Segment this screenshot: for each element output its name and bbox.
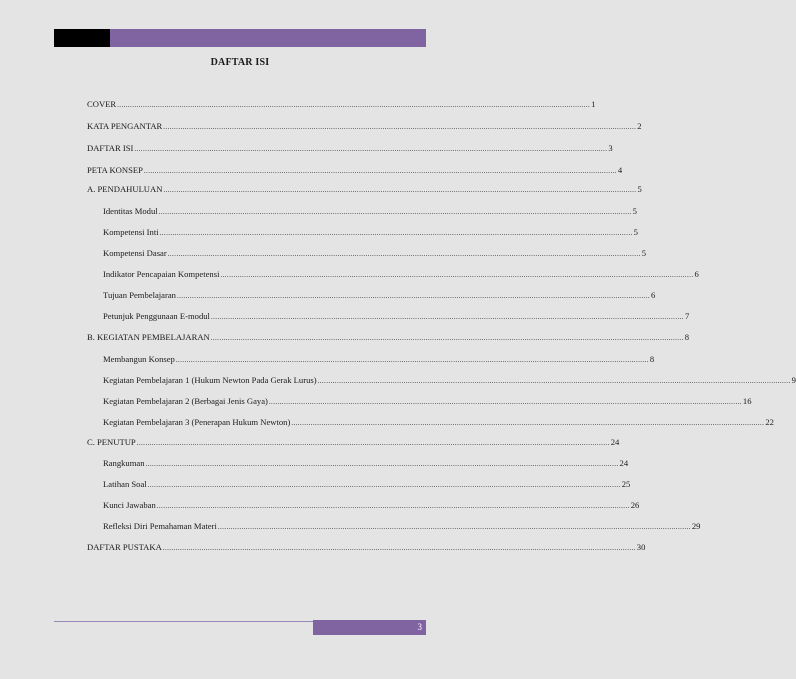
toc-entry-daftar-isi[interactable] bbox=[87, 142, 613, 154]
dot-leader: ............................................................................................................................................................................................................................ bbox=[136, 439, 610, 447]
toc-entry-kegiatan-3[interactable] bbox=[103, 416, 774, 428]
toc-entry-kompetensi-inti[interactable] bbox=[103, 226, 638, 238]
toc-entry-page: 16 bbox=[742, 396, 752, 406]
dot-leader: ............................................................................................................................................................................................................................ bbox=[162, 544, 636, 552]
toc-entry-label: Rangkuman bbox=[103, 458, 145, 468]
toc-entry-page: 24 bbox=[610, 437, 620, 447]
toc-entry-label: Kegiatan Pembelajaran 3 (Penerapan Hukum Newton) bbox=[103, 417, 291, 427]
header-bar bbox=[54, 29, 426, 47]
toc-entry-label: Kunci Jawaban bbox=[103, 500, 156, 510]
toc-entry-kompetensi-dasar[interactable] bbox=[103, 247, 647, 259]
toc-entry-page: 8 bbox=[684, 332, 690, 342]
toc-entry-kunci-jawaban[interactable] bbox=[103, 499, 640, 511]
toc-entry-identitas-modul[interactable] bbox=[103, 205, 637, 217]
toc-entry-label: DAFTAR PUSTAKA bbox=[87, 542, 162, 552]
toc-entry-label: Kompetensi Inti bbox=[103, 227, 159, 237]
dot-leader: ............................................................................................................................................................................................................................ bbox=[145, 460, 619, 468]
toc-entry-indikator[interactable] bbox=[103, 268, 699, 280]
toc-entry-page: 29 bbox=[691, 521, 701, 531]
toc-entry-label: Kegiatan Pembelajaran 2 (Berbagai Jenis Gaya) bbox=[103, 396, 268, 406]
toc-entry-label: KATA PENGANTAR bbox=[87, 121, 163, 131]
dot-leader: ............................................................................................................................................................................................................................ bbox=[159, 229, 633, 237]
dot-leader: ............................................................................................................................................................................................................................ bbox=[163, 123, 637, 131]
toc-entry-kegiatan-1[interactable] bbox=[103, 374, 796, 386]
toc-entry-label: B. KEGIATAN PEMBELAJARAN bbox=[87, 332, 210, 342]
toc-entry-membangun-konsep[interactable] bbox=[103, 353, 655, 365]
dot-leader: ............................................................................................................................................................................................................................ bbox=[210, 334, 684, 342]
toc-entry-page: 5 bbox=[637, 184, 642, 194]
toc-entry-kegiatan-2[interactable] bbox=[103, 395, 752, 407]
toc-entry-label: DAFTAR ISI bbox=[87, 143, 134, 153]
toc-entry-page: 3 bbox=[608, 143, 613, 153]
toc-entry-label: Membangun Konsep bbox=[103, 354, 175, 364]
toc-entry-page: 5 bbox=[641, 248, 647, 258]
toc-entry-daftar-pustaka[interactable] bbox=[87, 541, 646, 553]
toc-entry-refleksi[interactable] bbox=[103, 520, 701, 532]
dot-leader: ............................................................................................................................................................................................................................ bbox=[220, 271, 694, 279]
toc-entry-label: Petunjuk Penggunaan E-modul bbox=[103, 311, 210, 321]
toc-entry-page: 26 bbox=[630, 500, 640, 510]
toc-entry-peta-konsep[interactable] bbox=[87, 164, 623, 176]
toc-entry-kegiatan-pembelajaran[interactable] bbox=[87, 331, 690, 343]
toc-entry-page: 5 bbox=[632, 206, 637, 216]
toc-entry-page: 6 bbox=[650, 290, 656, 300]
header-black-block bbox=[54, 29, 110, 47]
toc-entry-label: Kompetensi Dasar bbox=[103, 248, 167, 258]
toc-entry-rangkuman[interactable] bbox=[103, 457, 629, 469]
toc-entry-label: PETA KONSEP bbox=[87, 165, 143, 175]
footer-page-box bbox=[313, 620, 426, 635]
toc-entry-label: Latihan Soal bbox=[103, 479, 147, 489]
toc-entry-tujuan[interactable] bbox=[103, 289, 656, 301]
dot-leader: ............................................................................................................................................................................................................................ bbox=[176, 292, 650, 300]
toc-entry-label: COVER bbox=[87, 99, 117, 109]
toc-entry-label: C. PENUTUP bbox=[87, 437, 136, 447]
dot-leader: ............................................................................................................................................................................................................................ bbox=[156, 502, 630, 510]
dot-leader: ............................................................................................................................................................................................................................ bbox=[158, 208, 632, 216]
dot-leader: ............................................................................................................................................................................................................................ bbox=[291, 419, 765, 427]
dot-leader: ............................................................................................................................................................................................................................ bbox=[147, 481, 621, 489]
toc-entry-label: Kegiatan Pembelajaran 1 (Hukum Newton Pada Gerak Lurus) bbox=[103, 375, 317, 385]
toc-entry-page: 24 bbox=[619, 458, 629, 468]
dot-leader: ............................................................................................................................................................................................................................ bbox=[134, 145, 608, 153]
toc-entry-label: Refleksi Diri Pemahaman Materi bbox=[103, 521, 217, 531]
footer-page-number: 3 bbox=[417, 622, 422, 632]
toc-entry-petunjuk[interactable] bbox=[103, 310, 690, 322]
dot-leader: ............................................................................................................................................................................................................................ bbox=[268, 398, 742, 406]
toc-entry-page: 30 bbox=[636, 542, 646, 552]
toc-entry-label: Identitas Modul bbox=[103, 206, 158, 216]
dot-leader: ............................................................................................................................................................................................................................ bbox=[217, 523, 691, 531]
dot-leader: ............................................................................................................................................................................................................................ bbox=[163, 186, 637, 194]
toc-entry-page: 6 bbox=[694, 269, 699, 279]
toc-entry-label: A. PENDAHULUAN bbox=[87, 184, 163, 194]
toc-entry-label: Indikator Pencapaian Kompetensi bbox=[103, 269, 220, 279]
toc-entry-cover[interactable] bbox=[87, 98, 596, 110]
toc-entry-page: 7 bbox=[684, 311, 690, 321]
toc-entry-page: 1 bbox=[591, 99, 596, 109]
page-title: DAFTAR ISI bbox=[210, 57, 270, 68]
toc-entry-page: 4 bbox=[617, 165, 623, 175]
toc-entry-page: 5 bbox=[633, 227, 638, 237]
toc-entry-pendahuluan[interactable] bbox=[87, 183, 642, 195]
dot-leader: ............................................................................................................................................................................................................................ bbox=[317, 377, 791, 385]
toc-entry-label: Tujuan Pembelajaran bbox=[103, 290, 176, 300]
toc-entry-latihan-soal[interactable] bbox=[103, 478, 631, 490]
dot-leader: ............................................................................................................................................................................................................................ bbox=[210, 313, 684, 321]
dot-leader: ............................................................................................................................................................................................................................ bbox=[175, 356, 649, 364]
toc-entry-page: 8 bbox=[649, 354, 655, 364]
dot-leader: ............................................................................................................................................................................................................................ bbox=[143, 167, 617, 175]
toc-entry-page: 22 bbox=[765, 417, 774, 427]
toc-entry-page: 9 bbox=[791, 375, 796, 385]
dot-leader: ............................................................................................................................................................................................................................ bbox=[117, 101, 591, 109]
toc-entry-page: 2 bbox=[637, 121, 642, 131]
toc-entry-kata-pengantar[interactable] bbox=[87, 120, 642, 132]
header-purple-band bbox=[110, 29, 426, 47]
toc-entry-penutup[interactable] bbox=[87, 436, 620, 448]
dot-leader: ............................................................................................................................................................................................................................ bbox=[167, 250, 641, 258]
toc-entry-page: 25 bbox=[621, 479, 631, 489]
